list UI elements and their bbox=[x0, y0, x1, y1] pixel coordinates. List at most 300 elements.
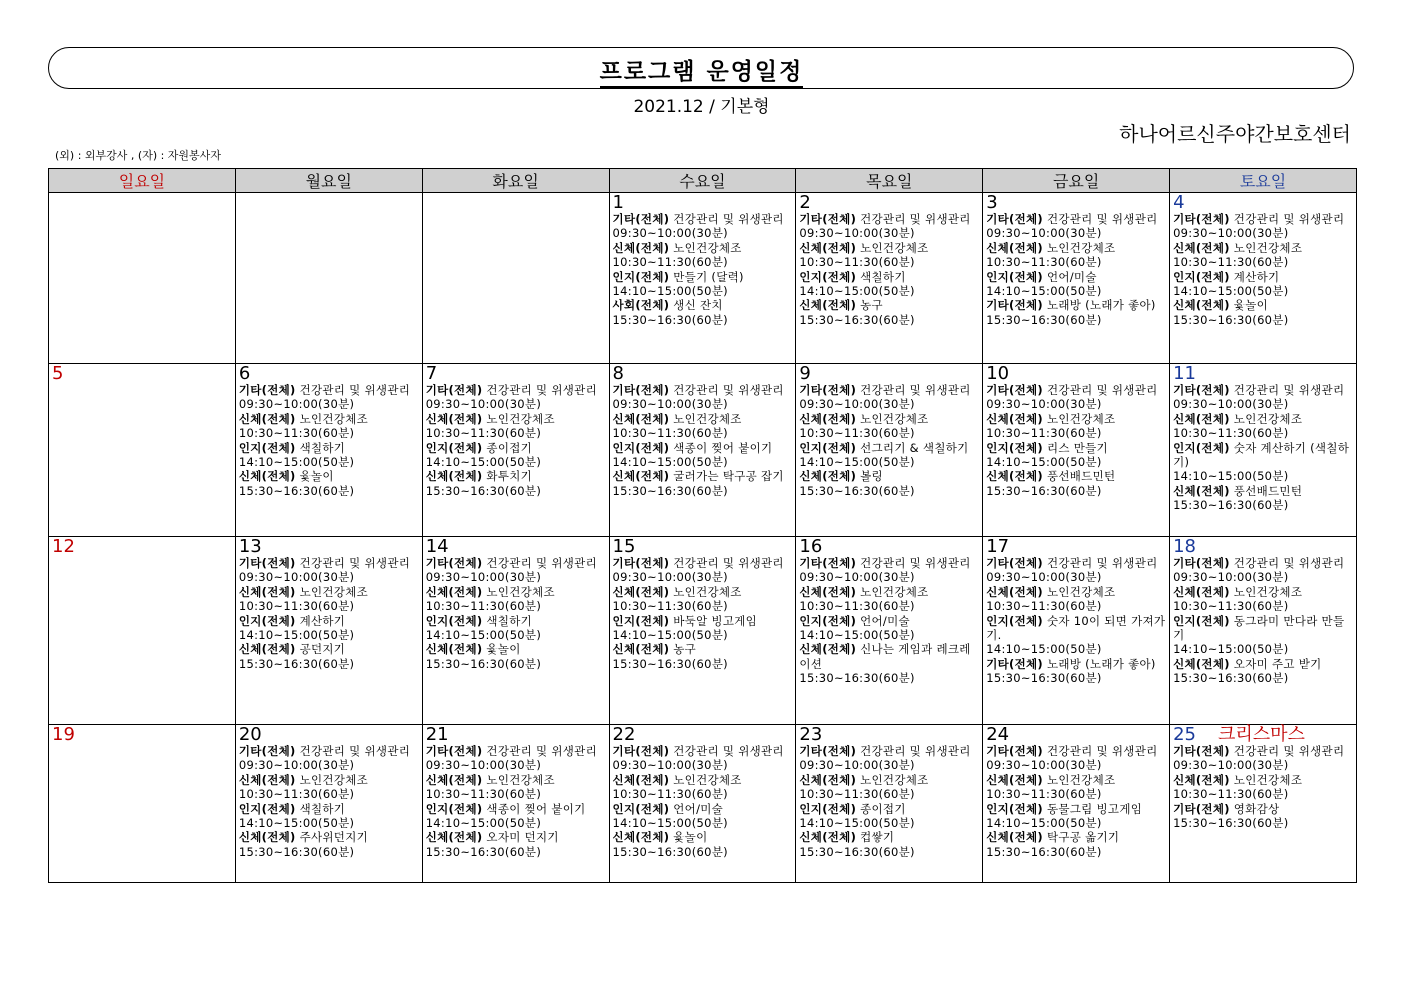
program-name: 건강관리 및 위생관리 bbox=[1233, 744, 1345, 758]
program-category: 인지(전체) bbox=[799, 269, 857, 284]
day-cell bbox=[796, 725, 983, 883]
program-name: 만들기 (달력) bbox=[673, 269, 744, 284]
program-time: 14:10~15:00(50분) bbox=[612, 284, 728, 299]
program-name: 색칠하기 bbox=[860, 269, 906, 284]
program-category: 인지(전체) bbox=[238, 613, 296, 628]
day-number-text: 11 bbox=[1173, 363, 1196, 384]
program-name: 숫자 10이 되면 가져가기. bbox=[986, 613, 1166, 643]
program-category: 인지(전체) bbox=[986, 801, 1043, 816]
program-item bbox=[613, 614, 793, 643]
program-item bbox=[1173, 657, 1353, 686]
program-time: 09:30~10:00(30분) bbox=[612, 570, 728, 585]
day-number bbox=[1173, 537, 1353, 556]
day-number bbox=[799, 537, 979, 556]
program-item bbox=[986, 383, 1166, 412]
program-time: 14:10~15:00(50분) bbox=[612, 455, 728, 470]
weekday-fri: 금요일 bbox=[983, 169, 1170, 193]
program-time: 15:30~16:30(60분) bbox=[1173, 498, 1289, 513]
program-category: 신체(전체) bbox=[612, 772, 670, 787]
program-category: 기타(전체) bbox=[986, 212, 1043, 226]
program-category: 신체(전체) bbox=[799, 469, 857, 484]
program-item bbox=[1173, 744, 1353, 773]
day-cell bbox=[422, 364, 609, 537]
day-number-text: 9 bbox=[799, 363, 811, 384]
week-row bbox=[49, 725, 1357, 883]
program-time: 10:30~11:30(60분) bbox=[799, 426, 915, 441]
program-category: 신체(전체) bbox=[1173, 656, 1230, 671]
program-category: 신체(전체) bbox=[986, 411, 1043, 426]
program-time: 10:30~11:30(60분) bbox=[238, 426, 355, 441]
program-time: 10:30~11:30(60분) bbox=[1173, 255, 1289, 270]
day-number bbox=[613, 725, 793, 744]
program-name: 탁구공 옮기기 bbox=[1046, 830, 1120, 845]
program-item bbox=[239, 469, 419, 498]
program-item bbox=[986, 830, 1166, 859]
program-item bbox=[799, 469, 979, 498]
program-category: 기타(전체) bbox=[612, 212, 670, 226]
program-time: 09:30~10:00(30분) bbox=[986, 758, 1102, 773]
program-name: 윷놀이 bbox=[486, 642, 521, 657]
program-category: 인지(전체) bbox=[799, 613, 857, 628]
program-name: 주사위던지기 bbox=[299, 830, 369, 845]
program-category: 신체(전체) bbox=[1173, 772, 1230, 787]
program-item bbox=[799, 270, 979, 299]
program-category: 신체(전체) bbox=[1173, 240, 1230, 255]
program-item bbox=[613, 773, 793, 802]
program-time: 14:10~15:00(50분) bbox=[1173, 469, 1289, 484]
day-number bbox=[1173, 725, 1353, 744]
program-category: 기타(전체) bbox=[799, 383, 857, 397]
program-item bbox=[986, 556, 1166, 585]
program-item bbox=[239, 441, 419, 470]
program-category: 신체(전체) bbox=[799, 642, 857, 657]
program-item bbox=[986, 441, 1166, 470]
program-item bbox=[1173, 614, 1353, 657]
program-item bbox=[799, 830, 979, 859]
program-time: 10:30~11:30(60분) bbox=[612, 426, 728, 441]
program-item bbox=[1173, 556, 1353, 585]
program-time: 10:30~11:30(60분) bbox=[986, 599, 1102, 614]
program-time: 10:30~11:30(60분) bbox=[986, 787, 1102, 802]
day-cell bbox=[49, 364, 236, 537]
program-time: 10:30~11:30(60분) bbox=[986, 426, 1102, 441]
program-category: 인지(전체) bbox=[612, 269, 670, 284]
program-category: 신체(전체) bbox=[238, 772, 296, 787]
program-item bbox=[613, 241, 793, 270]
program-time: 10:30~11:30(60분) bbox=[425, 426, 542, 441]
program-category: 인지(전체) bbox=[799, 801, 857, 816]
program-category: 신체(전체) bbox=[612, 584, 670, 599]
program-time: 14:10~15:00(50분) bbox=[1173, 642, 1289, 657]
day-number-text: 21 bbox=[425, 724, 449, 745]
program-item bbox=[239, 642, 419, 671]
program-time: 14:10~15:00(50분) bbox=[799, 816, 915, 831]
program-name: 노인건강체조 bbox=[860, 411, 929, 426]
day-number-text: 10 bbox=[986, 363, 1010, 384]
program-item bbox=[613, 802, 793, 831]
program-time: 14:10~15:00(50분) bbox=[425, 455, 542, 470]
program-item bbox=[426, 802, 606, 831]
program-time: 14:10~15:00(50분) bbox=[986, 816, 1102, 831]
program-time: 14:10~15:00(50분) bbox=[799, 284, 915, 299]
program-time: 14:10~15:00(50분) bbox=[238, 816, 355, 831]
program-item bbox=[986, 412, 1166, 441]
program-time: 15:30~16:30(60분) bbox=[612, 312, 728, 327]
program-name: 건강관리 및 위생관리 bbox=[673, 383, 784, 397]
program-time: 09:30~10:00(30분) bbox=[238, 758, 355, 773]
program-category: 신체(전체) bbox=[986, 240, 1043, 255]
program-item bbox=[799, 614, 979, 643]
center-name: 하나어르신주야간보호센터 bbox=[1119, 122, 1351, 146]
day-number-text: 24 bbox=[986, 724, 1010, 745]
program-time: 15:30~16:30(60분) bbox=[238, 656, 355, 671]
program-time: 09:30~10:00(30분) bbox=[986, 226, 1102, 241]
program-name: 건강관리 및 위생관리 bbox=[673, 556, 784, 570]
program-name: 색종이 찢어 붙이기 bbox=[486, 801, 586, 816]
program-item bbox=[239, 802, 419, 831]
program-item bbox=[799, 441, 979, 470]
program-time: 14:10~15:00(50분) bbox=[425, 816, 542, 831]
program-category: 기타(전체) bbox=[986, 383, 1043, 397]
day-number bbox=[426, 537, 606, 556]
day-number bbox=[799, 725, 979, 744]
program-time: 15:30~16:30(60분) bbox=[986, 312, 1102, 327]
program-category: 신체(전체) bbox=[799, 772, 857, 787]
weekday-sat: 토요일 bbox=[1170, 169, 1357, 193]
program-time: 14:10~15:00(50분) bbox=[238, 455, 355, 470]
program-name: 노인건강체조 bbox=[299, 584, 369, 599]
program-category: 신체(전체) bbox=[425, 772, 483, 787]
day-number bbox=[986, 193, 1166, 212]
program-name: 노인건강체조 bbox=[860, 584, 929, 599]
program-time: 15:30~16:30(60분) bbox=[986, 483, 1102, 498]
program-time: 10:30~11:30(60분) bbox=[425, 787, 542, 802]
program-time: 15:30~16:30(60분) bbox=[238, 844, 355, 859]
program-item bbox=[1173, 212, 1353, 241]
day-cell bbox=[796, 193, 983, 364]
program-name: 노인건강체조 bbox=[860, 240, 929, 255]
program-name: 윷놀이 bbox=[1233, 298, 1269, 313]
program-category: 기타(전체) bbox=[986, 744, 1043, 758]
page-subtitle: 2021.12 / 기본형 bbox=[633, 97, 770, 117]
program-item bbox=[426, 469, 606, 498]
day-number-text: 19 bbox=[52, 724, 75, 745]
program-item bbox=[799, 556, 979, 585]
program-time: 10:30~11:30(60분) bbox=[612, 599, 728, 614]
weekday-header-row bbox=[49, 169, 1357, 193]
program-item bbox=[986, 212, 1166, 241]
program-item bbox=[1173, 241, 1353, 270]
program-name: 볼링 bbox=[860, 469, 883, 484]
program-category: 인지(전체) bbox=[986, 613, 1043, 628]
program-name: 신나는 게임과 레크레이션 bbox=[799, 642, 971, 671]
legend-note: (외) : 외부강사 , (자) : 자원봉사자 bbox=[55, 149, 221, 162]
program-name: 윷놀이 bbox=[299, 469, 334, 484]
program-category: 기타(전체) bbox=[986, 656, 1043, 671]
day-number-text: 6 bbox=[238, 363, 251, 384]
program-name: 노인건강체조 bbox=[1233, 240, 1303, 255]
weekday-wed: 수요일 bbox=[609, 169, 796, 193]
program-item bbox=[1173, 383, 1353, 412]
day-number bbox=[239, 537, 419, 556]
program-name: 풍선배드민턴 bbox=[1233, 483, 1303, 498]
program-category: 신체(전체) bbox=[425, 469, 483, 484]
program-item bbox=[613, 469, 793, 498]
program-name: 농구 bbox=[673, 642, 697, 657]
day-number bbox=[986, 364, 1166, 383]
calendar-body bbox=[49, 193, 1357, 883]
program-name: 건강관리 및 위생관리 bbox=[1046, 212, 1158, 226]
program-time: 15:30~16:30(60분) bbox=[1173, 816, 1289, 831]
day-cell bbox=[235, 364, 422, 537]
program-item bbox=[239, 383, 419, 412]
program-time: 14:10~15:00(50분) bbox=[425, 628, 542, 643]
program-category: 기타(전체) bbox=[1173, 801, 1230, 816]
empty-day-cell bbox=[49, 193, 236, 364]
program-item bbox=[986, 614, 1166, 657]
program-name: 건강관리 및 위생관리 bbox=[486, 744, 597, 758]
program-item bbox=[613, 441, 793, 470]
program-name: 노인건강체조 bbox=[860, 772, 929, 787]
program-category: 신체(전체) bbox=[1173, 298, 1230, 313]
day-cell bbox=[1170, 364, 1357, 537]
program-name: 숫자 계산하기 (색칠하기) bbox=[1173, 440, 1350, 470]
program-time: 10:30~11:30(60분) bbox=[1173, 787, 1289, 802]
program-name: 건강관리 및 위생관리 bbox=[1233, 383, 1345, 397]
day-number bbox=[52, 364, 232, 383]
program-name: 공던지기 bbox=[299, 642, 346, 657]
program-category: 기타(전체) bbox=[425, 556, 483, 570]
program-item bbox=[986, 298, 1166, 327]
program-item bbox=[986, 585, 1166, 614]
program-category: 신체(전체) bbox=[425, 642, 483, 657]
program-item bbox=[239, 830, 419, 859]
program-name: 윷놀이 bbox=[673, 830, 708, 845]
program-item bbox=[986, 241, 1166, 270]
program-item bbox=[239, 614, 419, 643]
program-name: 굴러가는 탁구공 잡기 bbox=[673, 469, 784, 484]
program-category: 기타(전체) bbox=[1173, 212, 1230, 226]
program-time: 10:30~11:30(60분) bbox=[799, 599, 915, 614]
program-category: 사회(전체) bbox=[612, 298, 670, 313]
program-time: 10:30~11:30(60분) bbox=[799, 255, 915, 270]
program-item bbox=[986, 657, 1166, 686]
day-number bbox=[426, 364, 606, 383]
day-cell bbox=[1170, 725, 1357, 883]
program-item bbox=[239, 585, 419, 614]
program-item bbox=[986, 773, 1166, 802]
program-time: 15:30~16:30(60분) bbox=[799, 483, 915, 498]
program-name: 계산하기 bbox=[1233, 269, 1280, 284]
program-name: 화투치기 bbox=[486, 469, 533, 484]
program-category: 기타(전체) bbox=[986, 556, 1043, 570]
program-time: 14:10~15:00(50분) bbox=[986, 284, 1102, 299]
program-category: 신체(전체) bbox=[238, 642, 296, 657]
program-time: 14:10~15:00(50분) bbox=[986, 455, 1102, 470]
day-cell bbox=[422, 537, 609, 725]
program-category: 신체(전체) bbox=[612, 469, 670, 484]
program-item bbox=[1173, 412, 1353, 441]
program-category: 신체(전체) bbox=[799, 830, 857, 845]
program-name: 노래방 (노래가 좋아) bbox=[1046, 298, 1156, 313]
program-category: 인지(전체) bbox=[238, 440, 296, 455]
program-category: 신체(전체) bbox=[1173, 483, 1230, 498]
program-item bbox=[239, 556, 419, 585]
day-cell bbox=[1170, 193, 1357, 364]
day-number bbox=[799, 364, 979, 383]
program-category: 신체(전체) bbox=[986, 772, 1043, 787]
day-number bbox=[613, 364, 793, 383]
program-time: 10:30~11:30(60분) bbox=[238, 599, 355, 614]
program-category: 인지(전체) bbox=[1173, 613, 1230, 628]
program-category: 인지(전체) bbox=[612, 613, 670, 628]
page-title bbox=[0, 53, 1403, 86]
program-name: 건강관리 및 위생관리 bbox=[673, 744, 784, 758]
program-category: 신체(전체) bbox=[799, 298, 857, 313]
program-category: 신체(전체) bbox=[425, 411, 483, 426]
program-item bbox=[1173, 298, 1353, 327]
day-number bbox=[799, 193, 979, 212]
program-category: 기타(전체) bbox=[425, 383, 483, 397]
program-category: 신체(전체) bbox=[238, 469, 296, 484]
day-number-text: 1 bbox=[612, 192, 624, 213]
program-time: 14:10~15:00(50분) bbox=[986, 642, 1102, 657]
program-item bbox=[1173, 802, 1353, 831]
day-number-text: 2 bbox=[799, 192, 811, 213]
day-cell bbox=[983, 364, 1170, 537]
program-name: 건강관리 및 위생관리 bbox=[1233, 212, 1345, 226]
program-name: 노인건강체조 bbox=[1046, 584, 1116, 599]
program-time: 10:30~11:30(60분) bbox=[799, 787, 915, 802]
program-name: 건강관리 및 위생관리 bbox=[486, 556, 597, 570]
program-name: 노인건강체조 bbox=[486, 584, 555, 599]
program-item bbox=[799, 241, 979, 270]
day-cell bbox=[796, 364, 983, 537]
program-category: 신체(전체) bbox=[425, 584, 483, 599]
program-name: 건강관리 및 위생관리 bbox=[486, 383, 597, 397]
program-name: 노인건강체조 bbox=[1233, 411, 1303, 426]
day-number-text: 8 bbox=[612, 363, 624, 384]
program-name: 노인건강체조 bbox=[486, 411, 555, 426]
program-name: 건강관리 및 위생관리 bbox=[1046, 556, 1158, 570]
program-name: 리스 만들기 bbox=[1046, 440, 1108, 455]
program-item bbox=[1173, 270, 1353, 299]
program-item bbox=[426, 773, 606, 802]
program-item bbox=[613, 830, 793, 859]
program-category: 신체(전체) bbox=[238, 830, 296, 845]
program-item bbox=[1173, 484, 1353, 513]
program-name: 색종이 찢어 붙이기 bbox=[673, 440, 773, 455]
calendar-table bbox=[48, 168, 1357, 883]
day-number bbox=[986, 537, 1166, 556]
day-cell bbox=[796, 537, 983, 725]
day-number bbox=[613, 193, 793, 212]
program-time: 15:30~16:30(60분) bbox=[425, 844, 542, 859]
program-time: 15:30~16:30(60분) bbox=[986, 671, 1102, 686]
program-item bbox=[799, 744, 979, 773]
week-row bbox=[49, 364, 1357, 537]
program-time: 09:30~10:00(30분) bbox=[799, 397, 915, 412]
program-time: 14:10~15:00(50분) bbox=[612, 816, 728, 831]
program-item bbox=[613, 412, 793, 441]
program-item bbox=[799, 412, 979, 441]
program-name: 색칠하기 bbox=[299, 440, 346, 455]
day-number bbox=[239, 364, 419, 383]
program-item bbox=[1173, 441, 1353, 484]
program-time: 15:30~16:30(60분) bbox=[799, 671, 915, 686]
day-cell bbox=[1170, 537, 1357, 725]
weekday-sun: 일요일 bbox=[49, 169, 236, 193]
program-item bbox=[799, 773, 979, 802]
program-category: 기타(전체) bbox=[799, 744, 857, 758]
program-item bbox=[799, 298, 979, 327]
program-item bbox=[799, 212, 979, 241]
program-category: 기타(전체) bbox=[425, 744, 483, 758]
program-name: 건강관리 및 위생관리 bbox=[299, 556, 411, 570]
program-name: 노인건강체조 bbox=[673, 772, 742, 787]
program-category: 신체(전체) bbox=[986, 584, 1043, 599]
program-category: 인지(전체) bbox=[612, 440, 670, 455]
program-time: 14:10~15:00(50분) bbox=[1173, 284, 1289, 299]
program-category: 신체(전체) bbox=[799, 411, 857, 426]
day-number-text: 22 bbox=[612, 724, 636, 745]
program-category: 신체(전체) bbox=[799, 584, 857, 599]
program-item bbox=[426, 441, 606, 470]
program-category: 기타(전체) bbox=[238, 744, 296, 758]
day-number-text: 15 bbox=[612, 536, 636, 557]
program-item bbox=[986, 802, 1166, 831]
program-time: 09:30~10:00(30분) bbox=[1173, 758, 1289, 773]
program-category: 기타(전체) bbox=[1173, 744, 1230, 758]
program-item bbox=[613, 585, 793, 614]
program-time: 09:30~10:00(30분) bbox=[425, 570, 542, 585]
program-time: 15:30~16:30(60분) bbox=[612, 844, 728, 859]
program-category: 신체(전체) bbox=[612, 830, 670, 845]
day-cell bbox=[49, 725, 236, 883]
program-name: 동물그림 빙고게임 bbox=[1046, 801, 1143, 816]
program-time: 14:10~15:00(50분) bbox=[799, 628, 915, 643]
program-category: 신체(전체) bbox=[799, 240, 857, 255]
day-cell bbox=[235, 725, 422, 883]
program-category: 인지(전체) bbox=[425, 801, 483, 816]
program-name: 언어/미술 bbox=[860, 613, 910, 628]
program-name: 색칠하기 bbox=[486, 613, 533, 628]
program-category: 인지(전체) bbox=[425, 613, 483, 628]
program-category: 인지(전체) bbox=[1173, 440, 1230, 455]
day-number bbox=[986, 725, 1166, 744]
program-category: 신체(전체) bbox=[612, 642, 670, 657]
program-time: 09:30~10:00(30분) bbox=[1173, 226, 1289, 241]
program-time: 15:30~16:30(60분) bbox=[799, 312, 915, 327]
program-name: 노인건강체조 bbox=[673, 584, 742, 599]
program-category: 기타(전체) bbox=[799, 212, 857, 226]
day-number bbox=[1173, 193, 1353, 212]
day-number-text: 18 bbox=[1173, 536, 1196, 557]
program-name: 건강관리 및 위생관리 bbox=[1046, 744, 1158, 758]
program-time: 10:30~11:30(60분) bbox=[238, 787, 355, 802]
program-time: 09:30~10:00(30분) bbox=[986, 397, 1102, 412]
page-title-text: 프로그램 운영일정 bbox=[600, 59, 804, 88]
program-time: 10:30~11:30(60분) bbox=[986, 255, 1102, 270]
program-item bbox=[239, 412, 419, 441]
program-name: 노인건강체조 bbox=[673, 240, 742, 255]
program-name: 바둑알 빙고게임 bbox=[673, 613, 758, 628]
program-item bbox=[799, 802, 979, 831]
program-category: 인지(전체) bbox=[986, 440, 1043, 455]
program-time: 09:30~10:00(30분) bbox=[238, 397, 355, 412]
week-row bbox=[49, 193, 1357, 364]
program-name: 계산하기 bbox=[299, 613, 346, 628]
